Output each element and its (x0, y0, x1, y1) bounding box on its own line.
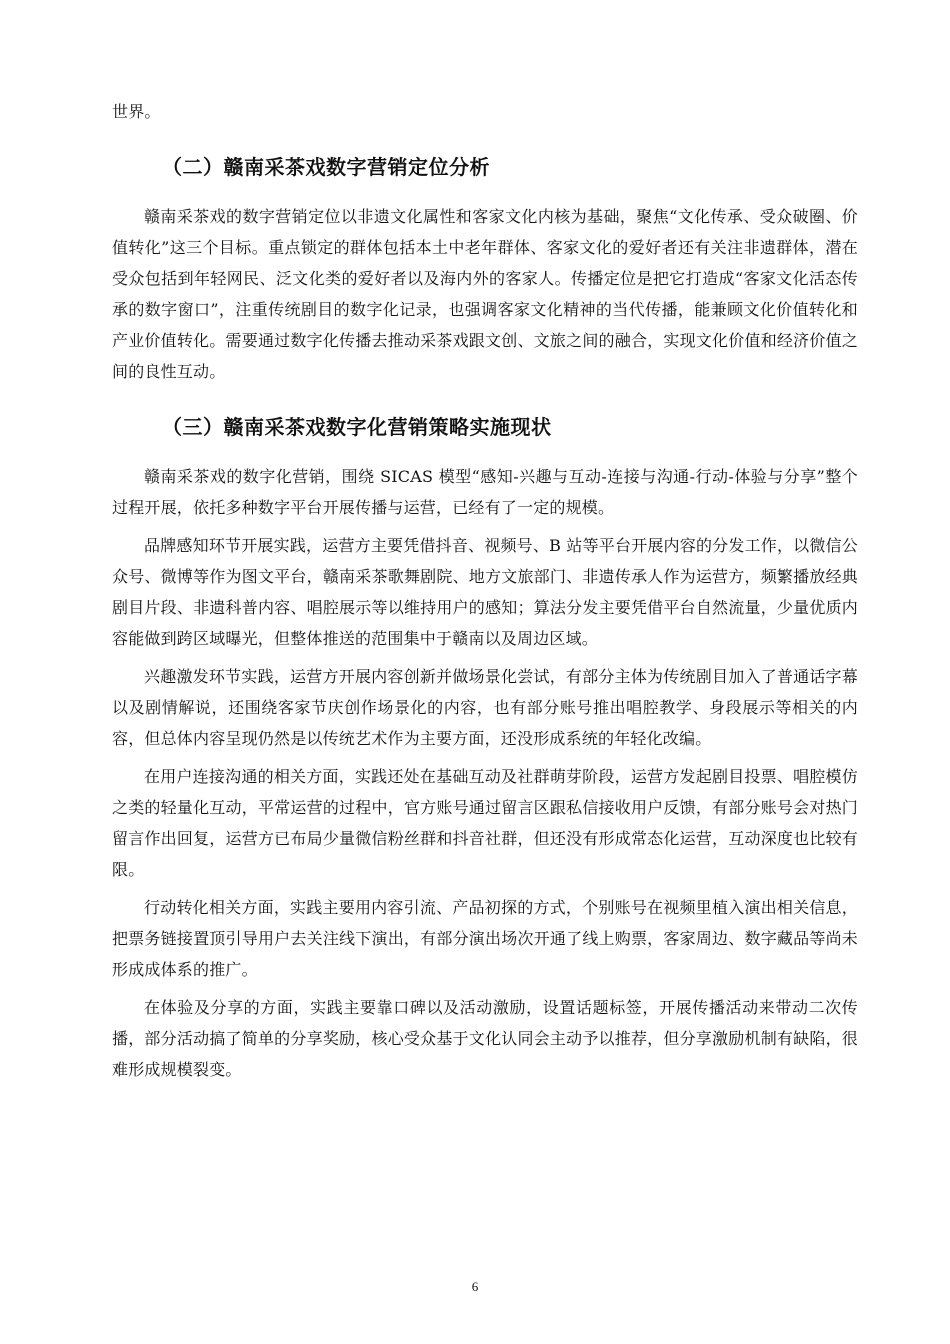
paragraph: 行动转化相关方面，实践主要用内容引流、产品初探的方式，个别账号在视频里植入演出相关信息，把票务链接置顶引导用户去关注线下演出，有部分演出场次开通了线上购票，客家周边、数字藏品等尚未形成成体系的推广。 (112, 898, 858, 979)
section-heading-2: （二）赣南采茶戏数字营销定位分析 (162, 155, 490, 179)
paragraph: 在用户连接沟通的相关方面，实践还处在基础互动及社群萌芽阶段，运营方发起剧目投票、唱腔模仿之类的轻量化互动，平常运营的过程中，官方账号通过留言区跟私信接收用户反馈，有部分账号会对热门留言作出回复，运营方已布局少量微信粉丝群和抖音社群，但还没有形成常态化运营，互动深度也比较有限。 (112, 767, 858, 879)
page-body (112, 96, 858, 1092)
page-number: 6 (471, 1279, 479, 1294)
paragraph: 在体验及分享的方面，实践主要靠口碑以及活动激励，设置话题标签，开展传播活动来带动二次传播，部分活动搞了简单的分享奖励，核心受众基于文化认同会主动予以推荐，但分享激励机制有缺陷，很难形成规模裂变。 (112, 998, 858, 1079)
paragraph: 赣南采茶戏的数字化营销，围绕 SICAS 模型“感知-兴趣与互动-连接与沟通-行动-体验与分享”整个过程开展，依托多种数字平台开展传播与运营，已经有了一定的规模。 (112, 467, 858, 517)
paragraph-continuation: 世界。 (112, 102, 161, 121)
paragraph: 赣南采茶戏的数字营销定位以非遗文化属性和客家文化内核为基础，聚焦“文化传承、受众破圈、价值转化”这三个目标。重点锁定的群体包括本土中老年群体、客家文化的爱好者还有关注非遗群体，潜在受众包括到年轻网民、泛文化类的爱好者以及海内外的客家人。传播定位是把它打造成“客家文化活态传承的数字窗口”，注重传统剧目的数字化记录，也强调客家文化精神的当代传播，能兼顾文化价值转化和产业价值转化。需要通过数字化传播去推动采茶戏跟文创、文旅之间的融合，实现文化价值和经济价值之间的良性互动。 (112, 207, 858, 381)
paragraph: 兴趣激发环节实践，运营方开展内容创新并做场景化尝试，有部分主体为传统剧目加入了普通话字幕以及剧情解说，还围绕客家节庆创作场景化的内容，也有部分账号推出唱腔教学、身段展示等相关的内容，但总体内容呈现仍然是以传统艺术作为主要方面，还没形成系统的年轻化改编。 (112, 667, 858, 748)
section-heading-3: （三）赣南采茶戏数字化营销策略实施现状 (162, 415, 552, 439)
paragraph: 品牌感知环节开展实践，运营方主要凭借抖音、视频号、B 站等平台开展内容的分发工作，以微信公众号、微博等作为图文平台，赣南采茶歌舞剧院、地方文旅部门、非遗传承人作为运营方，频繁播放经典剧目片段、非遗科普内容、唱腔展示等以维持用户的感知；算法分发主要凭借平台自然流量，少量优质内容能做到跨区域曝光，但整体推送的范围集中于赣南以及周边区域。 (112, 536, 858, 648)
